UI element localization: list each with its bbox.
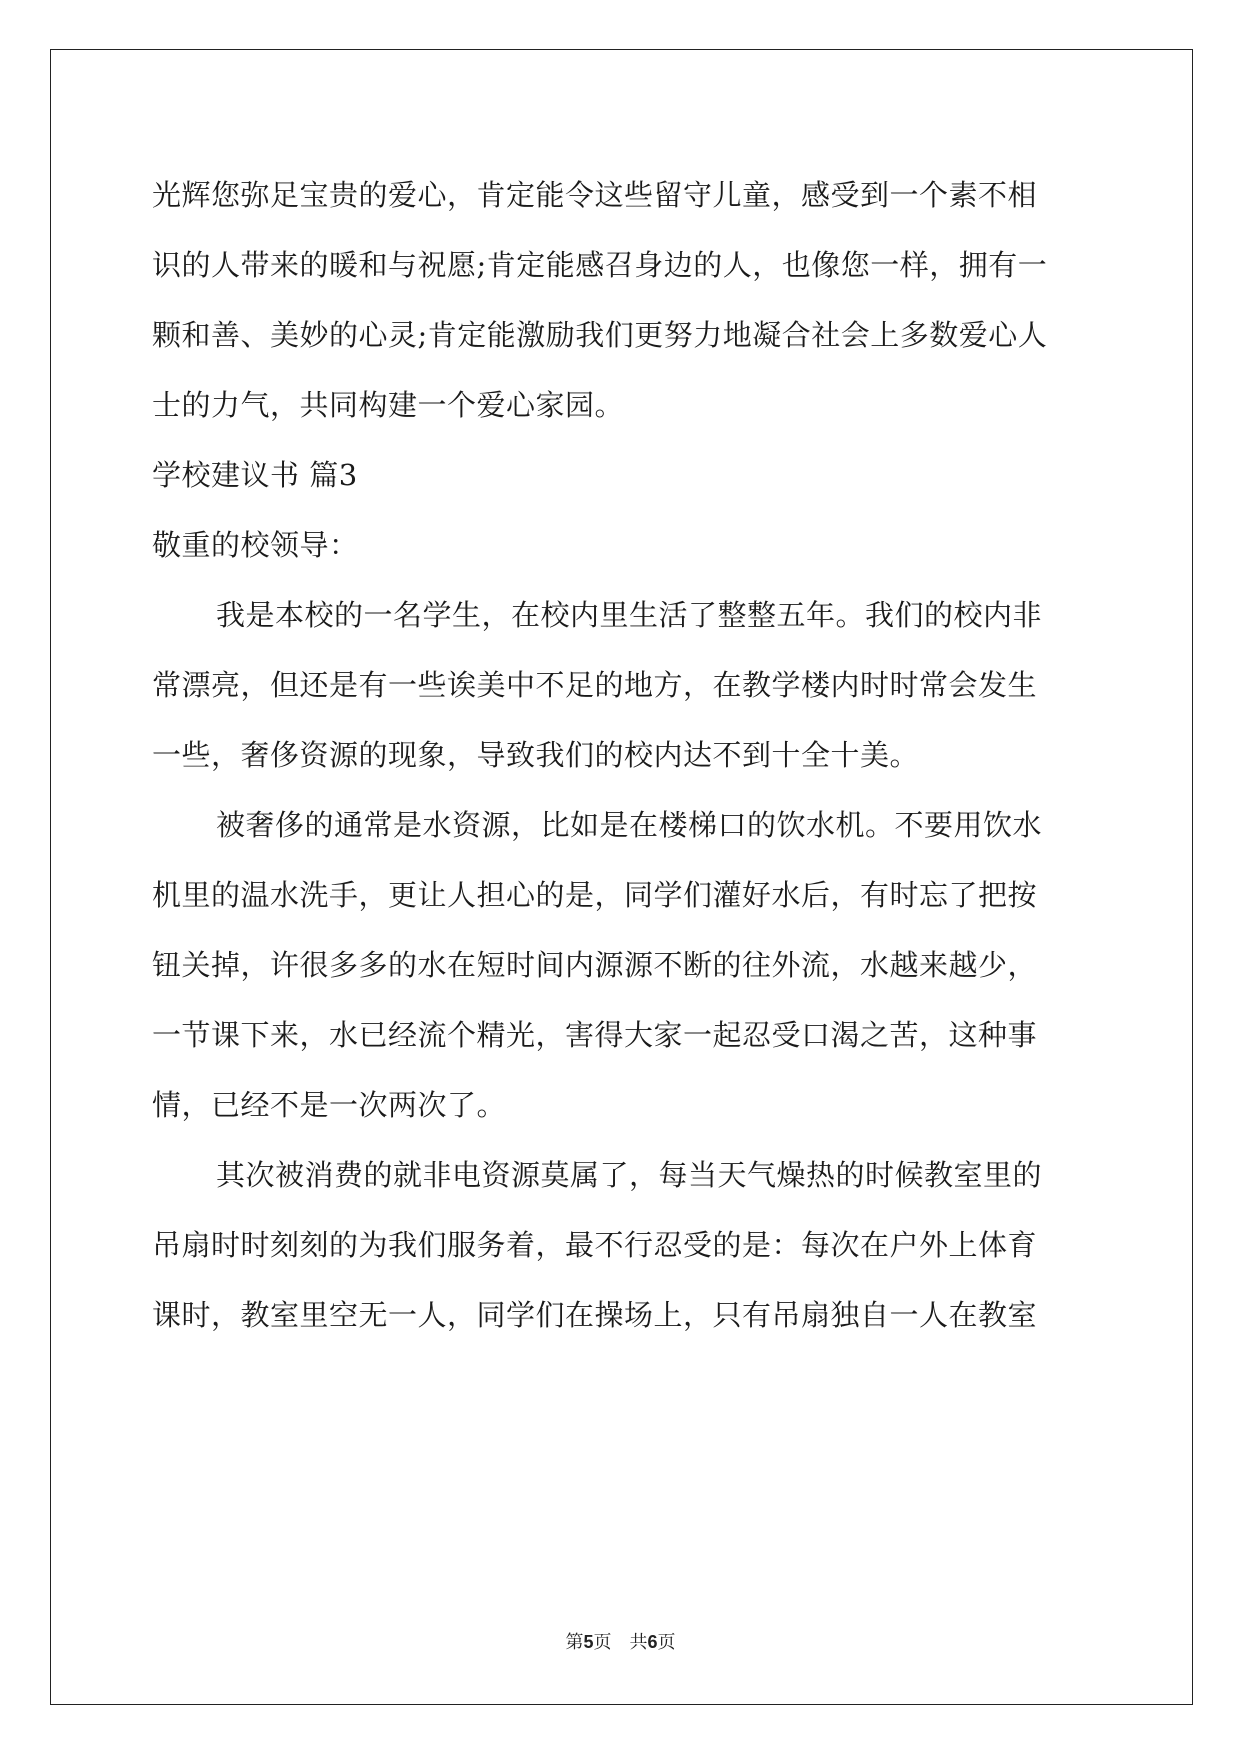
paragraph-line: 光辉您弥足宝贵的爱心，肯定能令这些留守儿童，感受到一个素不相 [152,178,1038,212]
current-page-number: 5 [583,1632,594,1652]
paragraph-line: 常漂亮，但还是有一些诶美中不足的地方，在教学楼内时时常会发生 [152,668,1038,702]
paragraph-line: 其次被消费的就非电资源莫属了，每当天气燥热的时候教室里的 [216,1158,1043,1192]
paragraph-line: 吊扇时时刻刻的为我们服务着，最不行忍受的是：每次在户外上体育 [152,1228,1038,1262]
paragraph-line: 课时，教室里空无一人，同学们在操场上，只有吊扇独自一人在教室 [152,1298,1038,1332]
total-page-number: 6 [647,1632,658,1652]
paragraph-line: 一节课下来，水已经流个精光，害得大家一起忍受口渴之苦，这种事 [152,1018,1038,1052]
paragraph-line: 机里的温水洗手，更让人担心的是，同学们灌好水后，有时忘了把按 [152,878,1038,912]
footer-suffix: 页 [657,1632,676,1653]
footer-prefix: 第 [565,1632,584,1653]
paragraph-line: 一些，奢侈资源的现象，导致我们的校内达不到十全十美。 [152,738,920,772]
paragraph-line: 被奢侈的通常是水资源，比如是在楼梯口的饮水机。不要用饮水 [216,808,1043,842]
paragraph-line: 颗和善、美妙的心灵;肯定能激励我们更努力地凝合社会上多数爱心人 [152,318,1048,352]
paragraph-line: 我是本校的一名学生，在校内里生活了整整五年。我们的校内非 [216,598,1043,632]
paragraph-line: 钮关掉，许很多多的水在短时间内源源不断的往外流，水越来越少， [152,948,1038,982]
paragraph-line: 士的力气，共同构建一个爱心家园。 [152,388,625,422]
section-heading: 学校建议书 篇3 [152,458,358,492]
salutation: 敬重的校领导： [152,528,359,562]
paragraph-line: 识的人带来的暖和与祝愿;肯定能感召身边的人，也像您一样，拥有一 [152,248,1048,282]
footer-middle: 页 共 [593,1632,648,1653]
paragraph-line: 情，已经不是一次两次了。 [152,1088,507,1122]
page-footer [0,1628,1241,1654]
document-body [152,160,1092,1350]
